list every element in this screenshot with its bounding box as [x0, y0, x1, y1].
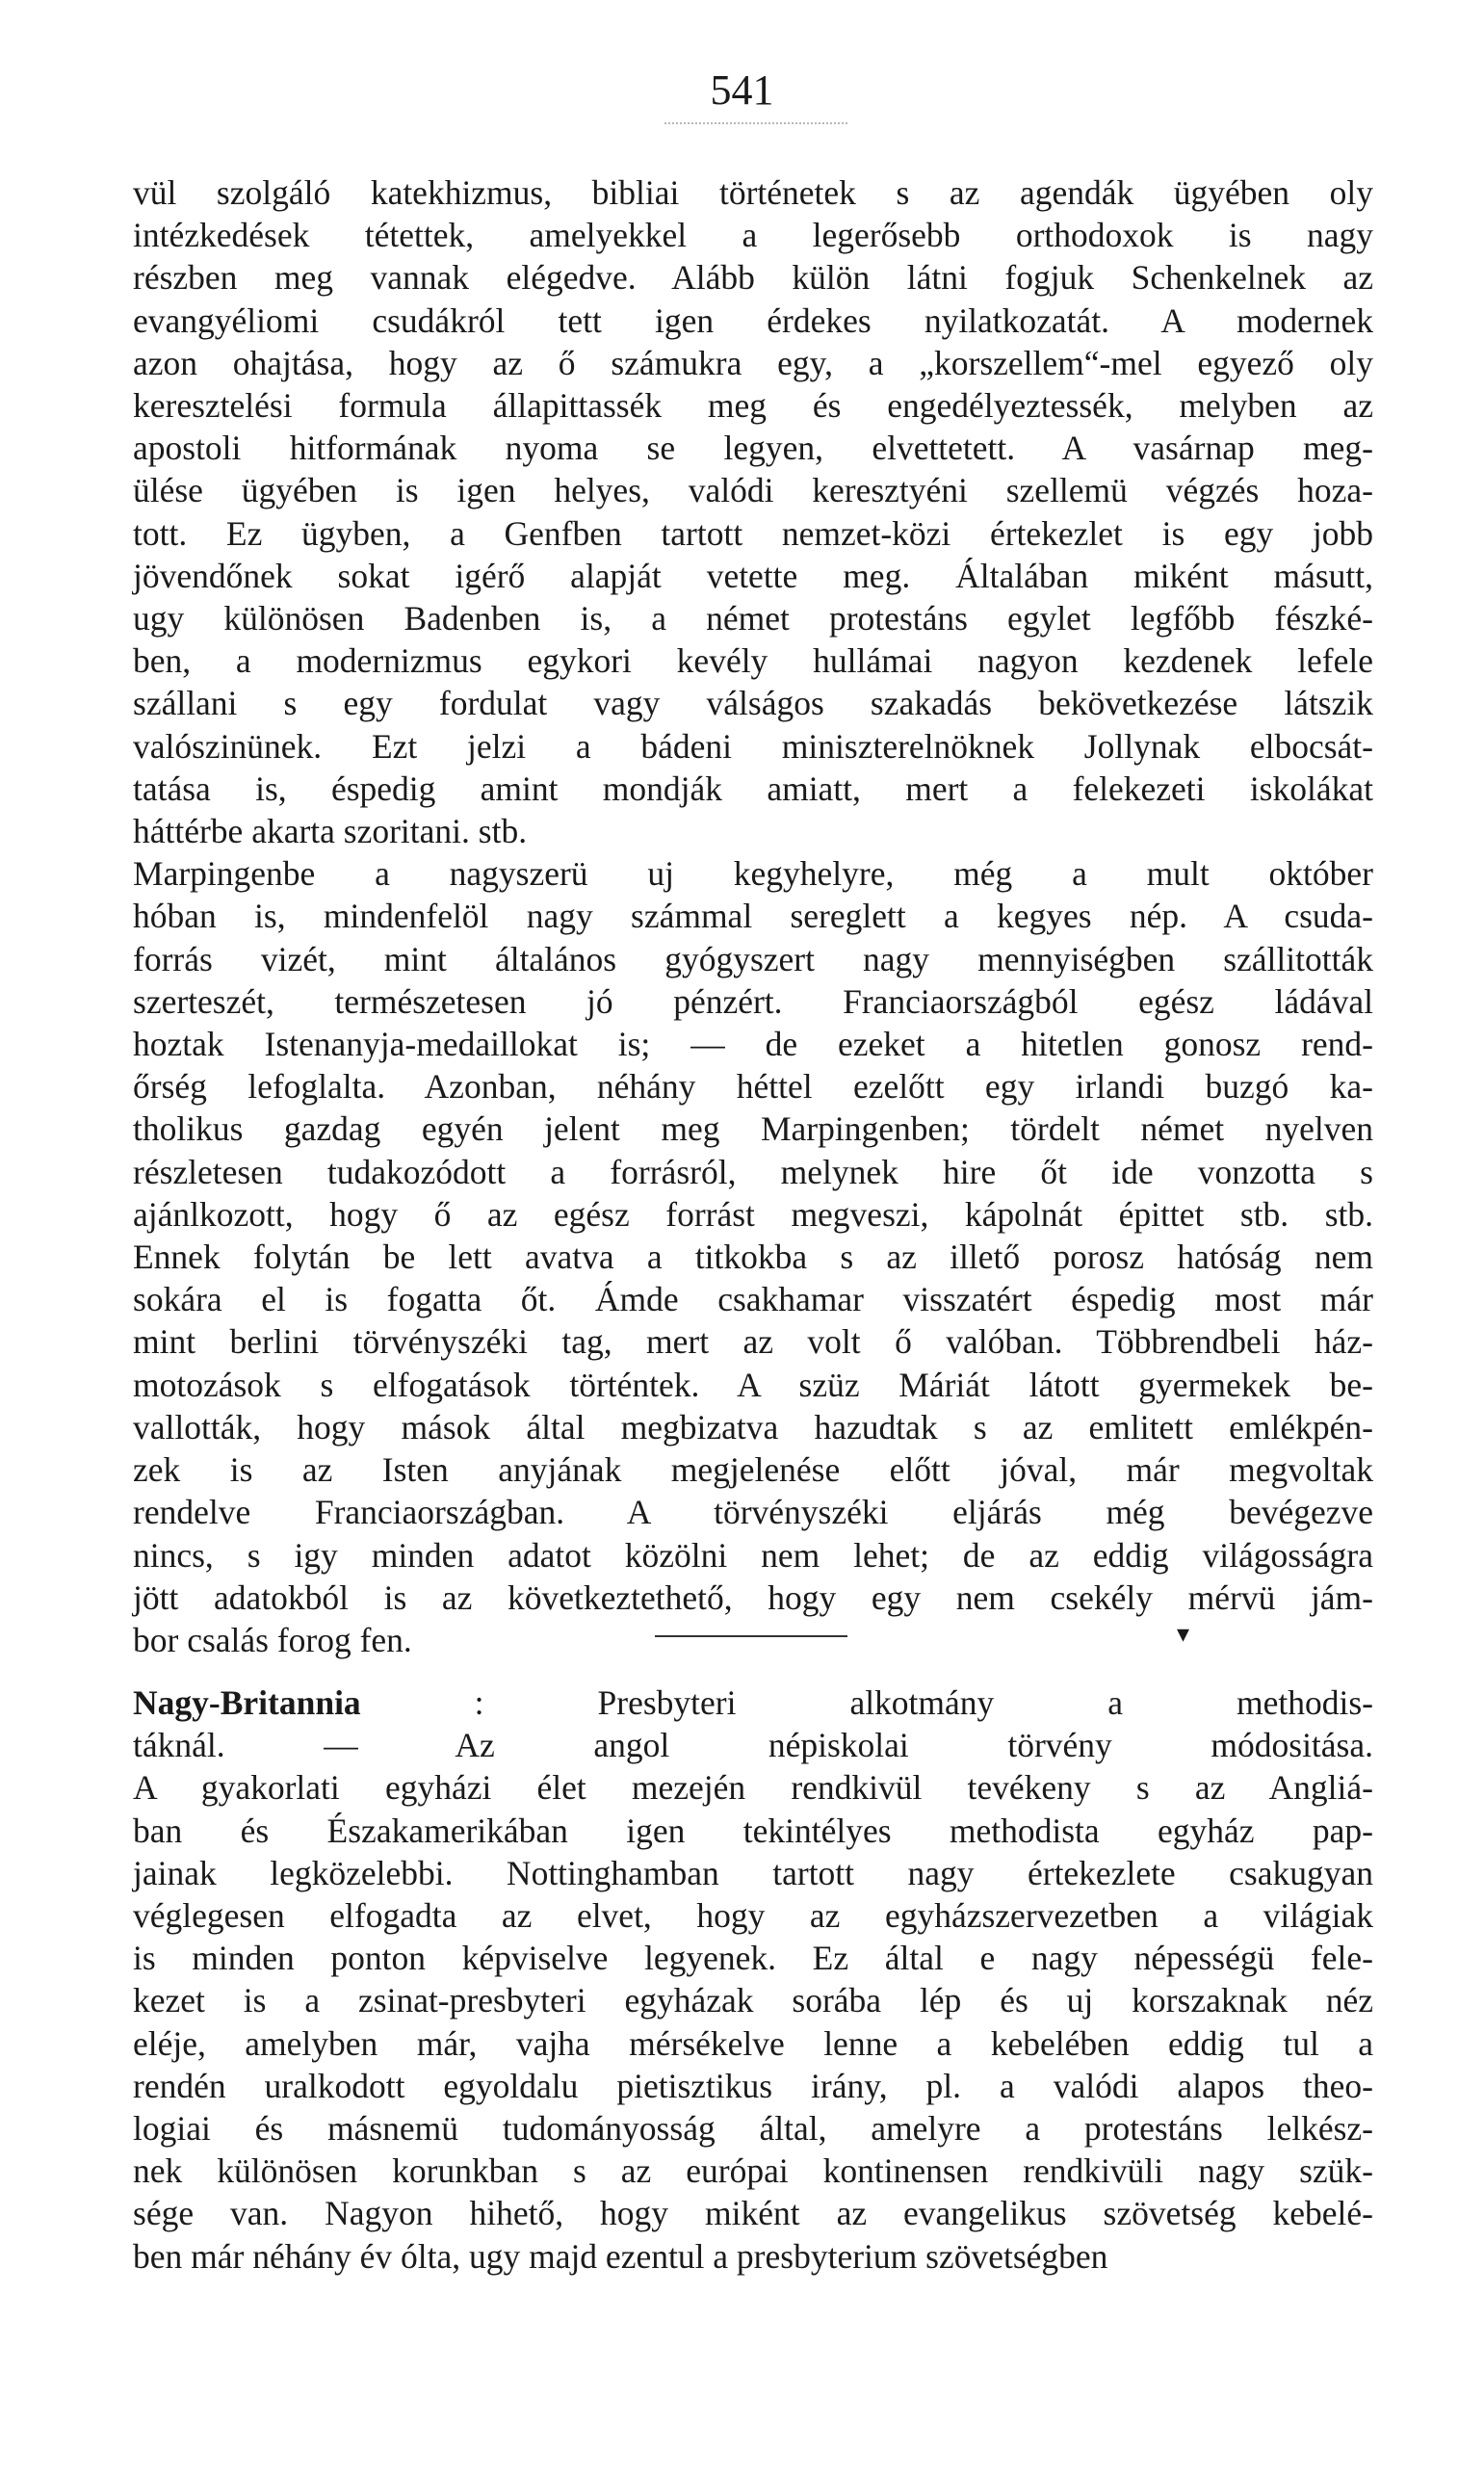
text-line: véglegesen elfogadta az elvet, hogy az egyházszervezetben a világiak	[133, 1896, 1373, 1936]
text-line: kezet is a zsinat-presbyteri egyházak sorába lép és uj korszaknak néz	[133, 1981, 1373, 2020]
text-line: szállani s egy fordulat vagy válságos szakadás bekövetkezése látszik	[133, 684, 1373, 723]
text-line: azon ohajtása, hogy az ő számukra egy, a „korszellem“-mel egyező oly	[133, 343, 1373, 382]
section-heading-line-2: táknál. — Az angol népiskolai törvény módositása.	[133, 1726, 1373, 1765]
section-separator-rule	[655, 1635, 847, 1637]
text-line: apostoli hitformának nyoma se legyen, elvettetett. A vasárnap meg-	[133, 429, 1373, 468]
text-line: jött adatokból is az következtethető, hogy egy nem csekély mérvü jám-	[133, 1577, 1373, 1617]
text-line: jövendőnek sokat igérő alapját vetette meg. Általában miként másutt,	[133, 556, 1373, 595]
text-line: részletesen tudakozódott a forrásról, melynek hire őt ide vonzotta s	[133, 1152, 1373, 1191]
text-line: szerteszét, természetesen jó pénzért. Franciaországból egész ládával	[133, 981, 1373, 1021]
text-line: evangyéliomi csudákról tett igen érdekes nyilatkozatát. A modernek	[133, 300, 1373, 340]
text-line: A gyakorlati egyházi élet mezején rendkivül tevékeny s az Angliá-	[133, 1768, 1373, 1808]
text-line: ülése ügyében is igen helyes, valódi keresztyéni szellemü végzés hoza-	[133, 471, 1373, 510]
text-line: Marpingenbe a nagyszerü uj kegyhelyre, még a mult október	[133, 854, 1373, 894]
text-line: vül szolgáló katekhizmus, bibliai történetek s az agendák ügyében oly	[133, 173, 1373, 212]
text-line: mint berlini törvényszéki tag, mert az volt ő valóban. Többrendbeli ház-	[133, 1322, 1373, 1362]
text-line: ben már néhány év ólta, ugy majd ezentul a presbyterium szövetségben	[133, 2236, 1108, 2276]
text-line: logiai és másnemü tudományosság által, amelyre a protestáns lelkész-	[133, 2109, 1373, 2149]
text-line: rendén uralkodott egyoldalu pietisztikus irány, pl. a valódi alapos theo-	[133, 2066, 1373, 2105]
text-line: vallották, hogy mások által megbizatva hazudtak s az emlitett emlékpén-	[133, 1407, 1373, 1447]
text-line: részben meg vannak elégedve. Alább külön látni fogjuk Schenkelnek az	[133, 258, 1373, 298]
text-line: nincs, s igy minden adatot közölni nem lehet; de az eddig világosságra	[133, 1535, 1373, 1575]
header-ornament	[664, 122, 847, 124]
text-line: is minden ponton képviselve legyenek. Ez által e nagy népességü fele-	[133, 1939, 1373, 1978]
text-line: intézkedések tétettek, amelyekkel a legerősebb orthodoxok is nagy	[133, 216, 1373, 255]
section-heading-title: Nagy-Britannia	[133, 1683, 361, 1722]
text-line: ben, a modernizmus egykori kevély hullámai nagyon kezdenek lefele	[133, 641, 1373, 681]
text-line: ban és Északamerikában igen tekintélyes methodista egyház pap-	[133, 1811, 1373, 1850]
text-line: ugy különösen Badenben is, a német protestáns egylet legfőbb fészké-	[133, 599, 1373, 639]
text-line: tatása is, éspedig amint mondják amiatt, mert a felekezeti iskolákat	[133, 769, 1373, 808]
text-line: keresztelési formula állapittassék meg és engedélyeztessék, melyben az	[133, 386, 1373, 426]
text-line: zek is az Isten anyjának megjelenése előtt jóval, már megvoltak	[133, 1450, 1373, 1490]
section-heading-subtitle: : Presbyteri alkotmány a methodis-	[474, 1683, 1373, 1722]
text-line: hoztak Istenanyja-medaillokat is; — de ezeket a hitetlen gonosz rend-	[133, 1025, 1373, 1064]
section-great-britain	[133, 1681, 1373, 2278]
text-line: rendelve Franciaországban. A törvényszéki eljárás még bevégezve	[133, 1493, 1373, 1532]
text-line: jainak legközelebbi. Nottinghamban tartott nagy értekezlete csakugyan	[133, 1853, 1373, 1892]
text-line: tholikus gazdag egyén jelent meg Marpingenben; tördelt német nyelven	[133, 1109, 1373, 1149]
text-line: forrás vizét, mint általános gyógyszert nagy mennyiségben szállitották	[133, 939, 1373, 978]
text-line: Ennek folytán be lett avatva a titkokba s az illető porosz hatóság nem	[133, 1238, 1373, 1277]
text-line: háttérbe akarta szoritani. stb.	[133, 812, 528, 851]
text-line: ajánlkozott, hogy ő az egész forrást megveszi, kápolnát épittet stb. stb.	[133, 1194, 1373, 1234]
text-line: sége van. Nagyon hihető, hogy miként az evangelikus szövetség kebelé-	[133, 2194, 1373, 2233]
text-line: nek különösen korunkban s az európai kontinensen rendkivüli nagy szük-	[133, 2151, 1373, 2191]
text-line: tott. Ez ügyben, a Genfben tartott nemzet-közi értekezlet is egy jobb	[133, 513, 1373, 553]
text-line: eléje, amelyben már, vajha mérsékelve lenne a kebelében eddig tul a	[133, 2023, 1373, 2063]
section-heading-line-1	[133, 1681, 1373, 1724]
page-number: 541	[710, 66, 774, 114]
text-block-methodists	[133, 1766, 1373, 2277]
text-line: bor csalás forog fen.	[133, 1620, 412, 1659]
text-line: hóban is, mindenfelöl nagy számmal sereglett a kegyes nép. A csuda-	[133, 897, 1373, 936]
text-line: sokára el is fogatta őt. Ámde csakhamar visszatért éspedig most már	[133, 1280, 1373, 1319]
text-block-continued	[133, 171, 1373, 1661]
text-line: őrség lefoglalta. Azonban, néhány héttel ezelőtt egy irlandi buzgó ka-	[133, 1067, 1373, 1107]
separator-mark: ▾	[1177, 1620, 1190, 1648]
text-line: motozások s elfogatások történtek. A szüz Máriát látott gyermekek be-	[133, 1365, 1373, 1404]
text-line: valószinünek. Ezt jelzi a bádeni miniszterelnöknek Jollynak elbocsát-	[133, 726, 1373, 766]
